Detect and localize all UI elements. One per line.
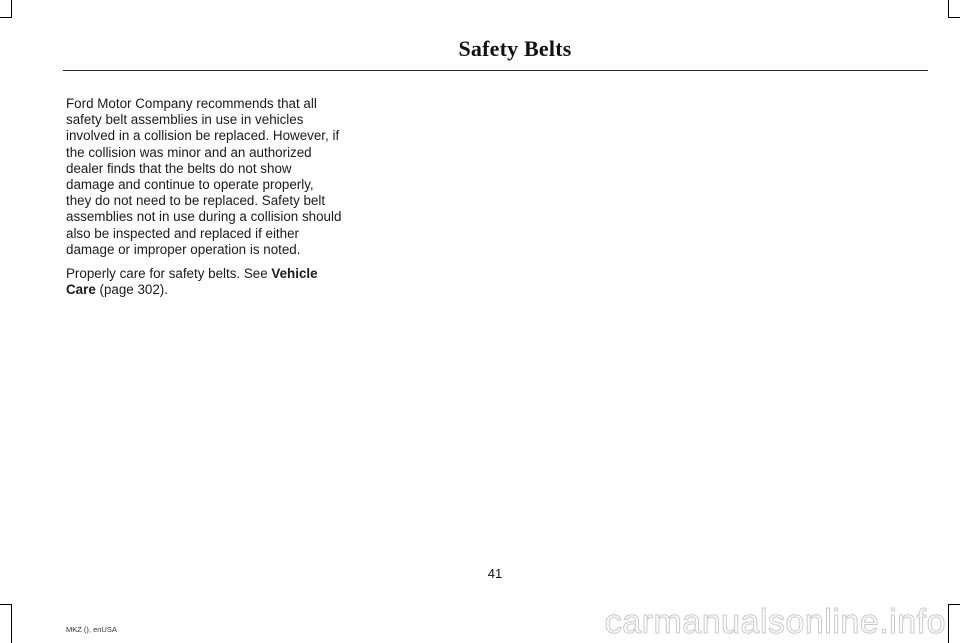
crop-mark-bottom-left-vertical — [11, 604, 12, 643]
paragraph-care-prefix: Properly care for safety belts. See — [66, 266, 272, 282]
body-text-column — [66, 96, 342, 306]
watermark: carmanualsonline.info — [604, 603, 946, 641]
crop-mark-top-left-vertical — [11, 0, 12, 17]
header-divider — [63, 70, 928, 71]
crop-mark-bottom-right-vertical — [948, 604, 949, 643]
crop-mark-bottom-right-horizontal — [948, 604, 960, 605]
crop-mark-bottom-left-horizontal — [0, 604, 12, 605]
paragraph-care-suffix: (page 302). — [95, 282, 168, 298]
page-number: 41 — [487, 566, 503, 581]
crop-mark-top-right-vertical — [948, 0, 949, 17]
paragraph-replacement: Ford Motor Company recommends that all safety belt assemblies in use in vehicles involved in a collision be replaced. However, if the collision was minor and an authorized dealer finds that the belts do not show damage and continue to operate properly, they do not need to be replaced. Safety belt assemblies not in use during a collision should also be inspected and replaced if either damage or improper operation is noted. — [66, 96, 342, 257]
paragraph-care — [66, 266, 342, 298]
crop-mark-top-right-horizontal — [948, 17, 960, 18]
document-id: MKZ (), enUSA — [66, 625, 117, 634]
page-title: Safety Belts — [458, 36, 572, 61]
vehicle-care-link[interactable]: Vehicle Care — [66, 266, 318, 298]
crop-mark-top-left-horizontal — [0, 17, 12, 18]
